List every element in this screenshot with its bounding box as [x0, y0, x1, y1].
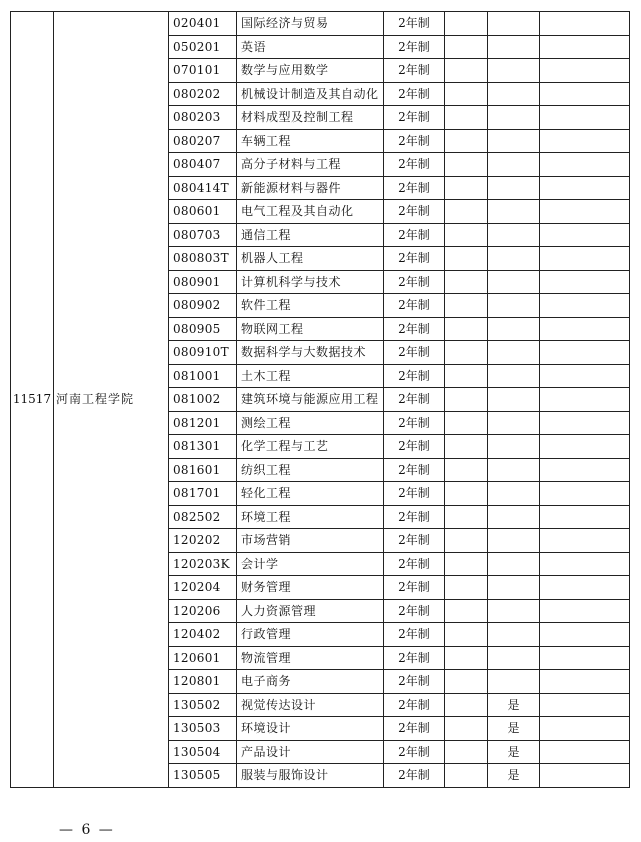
duration-cell: 2年制 — [384, 670, 445, 694]
flag-cell — [488, 341, 540, 365]
blank-cell — [445, 576, 488, 600]
major-code-cell: 081201 — [169, 411, 237, 435]
flag-cell — [488, 458, 540, 482]
duration-cell: 2年制 — [384, 200, 445, 224]
major-name-cell: 产品设计 — [237, 740, 384, 764]
major-code-cell: 120402 — [169, 623, 237, 647]
duration-cell: 2年制 — [384, 247, 445, 271]
duration-cell: 2年制 — [384, 12, 445, 36]
blank-cell — [540, 106, 630, 130]
blank-cell — [445, 294, 488, 318]
blank-cell — [445, 153, 488, 177]
flag-cell: 是 — [488, 740, 540, 764]
blank-cell — [540, 153, 630, 177]
blank-cell — [540, 693, 630, 717]
blank-cell — [540, 505, 630, 529]
duration-cell: 2年制 — [384, 35, 445, 59]
flag-cell — [488, 176, 540, 200]
flag-cell — [488, 82, 540, 106]
major-code-cell: 120203K — [169, 552, 237, 576]
duration-cell: 2年制 — [384, 129, 445, 153]
duration-cell: 2年制 — [384, 106, 445, 130]
major-code-cell: 080407 — [169, 153, 237, 177]
major-code-cell: 120202 — [169, 529, 237, 553]
blank-cell — [445, 599, 488, 623]
duration-cell: 2年制 — [384, 599, 445, 623]
major-code-cell: 080905 — [169, 317, 237, 341]
major-name-cell: 国际经济与贸易 — [237, 12, 384, 36]
major-name-cell: 环境工程 — [237, 505, 384, 529]
major-name-cell: 新能源材料与器件 — [237, 176, 384, 200]
major-code-cell: 080414T — [169, 176, 237, 200]
major-code-cell: 080902 — [169, 294, 237, 318]
flag-cell — [488, 411, 540, 435]
duration-cell: 2年制 — [384, 529, 445, 553]
flag-cell — [488, 12, 540, 36]
duration-cell: 2年制 — [384, 82, 445, 106]
flag-cell — [488, 35, 540, 59]
duration-cell: 2年制 — [384, 576, 445, 600]
blank-cell — [540, 247, 630, 271]
flag-cell — [488, 153, 540, 177]
major-name-cell: 计算机科学与技术 — [237, 270, 384, 294]
duration-cell: 2年制 — [384, 505, 445, 529]
blank-cell — [540, 764, 630, 788]
flag-cell — [488, 552, 540, 576]
major-code-cell: 081002 — [169, 388, 237, 412]
flag-cell — [488, 200, 540, 224]
major-name-cell: 机械设计制造及其自动化 — [237, 82, 384, 106]
blank-cell — [445, 623, 488, 647]
blank-cell — [445, 693, 488, 717]
flag-cell — [488, 129, 540, 153]
blank-cell — [445, 82, 488, 106]
blank-cell — [445, 646, 488, 670]
major-code-cell: 082502 — [169, 505, 237, 529]
major-code-cell: 081601 — [169, 458, 237, 482]
blank-cell — [540, 576, 630, 600]
flag-cell — [488, 623, 540, 647]
major-name-cell: 土木工程 — [237, 364, 384, 388]
blank-cell — [445, 717, 488, 741]
blank-cell — [540, 599, 630, 623]
major-name-cell: 高分子材料与工程 — [237, 153, 384, 177]
major-name-cell: 建筑环境与能源应用工程 — [237, 388, 384, 412]
blank-cell — [540, 482, 630, 506]
major-code-cell: 120204 — [169, 576, 237, 600]
flag-cell — [488, 388, 540, 412]
duration-cell: 2年制 — [384, 552, 445, 576]
major-code-cell: 080901 — [169, 270, 237, 294]
blank-cell — [445, 35, 488, 59]
major-code-cell: 081001 — [169, 364, 237, 388]
major-name-cell: 视觉传达设计 — [237, 693, 384, 717]
major-name-cell: 机器人工程 — [237, 247, 384, 271]
major-code-cell: 120801 — [169, 670, 237, 694]
flag-cell: 是 — [488, 764, 540, 788]
school-code-cell: 11517 — [11, 12, 54, 788]
flag-cell — [488, 505, 540, 529]
major-code-cell: 050201 — [169, 35, 237, 59]
duration-cell: 2年制 — [384, 341, 445, 365]
major-name-cell: 物联网工程 — [237, 317, 384, 341]
blank-cell — [540, 82, 630, 106]
blank-cell — [540, 458, 630, 482]
flag-cell — [488, 364, 540, 388]
blank-cell — [540, 552, 630, 576]
major-name-cell: 电气工程及其自动化 — [237, 200, 384, 224]
blank-cell — [445, 317, 488, 341]
blank-cell — [445, 247, 488, 271]
major-name-cell: 车辆工程 — [237, 129, 384, 153]
duration-cell: 2年制 — [384, 764, 445, 788]
major-name-cell: 人力资源管理 — [237, 599, 384, 623]
blank-cell — [540, 294, 630, 318]
blank-cell — [540, 364, 630, 388]
duration-cell: 2年制 — [384, 435, 445, 459]
blank-cell — [445, 388, 488, 412]
majors-table — [10, 11, 630, 788]
major-name-cell: 英语 — [237, 35, 384, 59]
duration-cell: 2年制 — [384, 411, 445, 435]
flag-cell: 是 — [488, 693, 540, 717]
duration-cell: 2年制 — [384, 270, 445, 294]
blank-cell — [540, 411, 630, 435]
duration-cell: 2年制 — [384, 294, 445, 318]
duration-cell: 2年制 — [384, 153, 445, 177]
major-code-cell: 020401 — [169, 12, 237, 36]
major-code-cell: 130503 — [169, 717, 237, 741]
flag-cell — [488, 106, 540, 130]
blank-cell — [540, 317, 630, 341]
flag-cell — [488, 317, 540, 341]
blank-cell — [540, 717, 630, 741]
major-code-cell: 080203 — [169, 106, 237, 130]
blank-cell — [540, 176, 630, 200]
major-code-cell: 130505 — [169, 764, 237, 788]
blank-cell — [445, 223, 488, 247]
duration-cell: 2年制 — [384, 223, 445, 247]
blank-cell — [445, 740, 488, 764]
flag-cell — [488, 59, 540, 83]
duration-cell: 2年制 — [384, 59, 445, 83]
blank-cell — [445, 505, 488, 529]
flag-cell — [488, 529, 540, 553]
flag-cell — [488, 576, 540, 600]
flag-cell — [488, 646, 540, 670]
page-number: — 6 — — [59, 822, 115, 838]
blank-cell — [445, 435, 488, 459]
major-name-cell: 材料成型及控制工程 — [237, 106, 384, 130]
major-code-cell: 130502 — [169, 693, 237, 717]
flag-cell — [488, 294, 540, 318]
major-name-cell: 市场营销 — [237, 529, 384, 553]
flag-cell — [488, 670, 540, 694]
major-name-cell: 测绘工程 — [237, 411, 384, 435]
major-name-cell: 纺织工程 — [237, 458, 384, 482]
blank-cell — [540, 623, 630, 647]
duration-cell: 2年制 — [384, 623, 445, 647]
duration-cell: 2年制 — [384, 646, 445, 670]
major-code-cell: 080803T — [169, 247, 237, 271]
duration-cell: 2年制 — [384, 176, 445, 200]
duration-cell: 2年制 — [384, 364, 445, 388]
duration-cell: 2年制 — [384, 317, 445, 341]
flag-cell — [488, 223, 540, 247]
major-code-cell: 120601 — [169, 646, 237, 670]
duration-cell: 2年制 — [384, 458, 445, 482]
blank-cell — [445, 458, 488, 482]
major-name-cell: 数学与应用数学 — [237, 59, 384, 83]
major-name-cell: 环境设计 — [237, 717, 384, 741]
majors-table-body — [11, 12, 630, 788]
blank-cell — [540, 388, 630, 412]
blank-cell — [540, 670, 630, 694]
major-name-cell: 物流管理 — [237, 646, 384, 670]
major-name-cell: 电子商务 — [237, 670, 384, 694]
flag-cell — [488, 270, 540, 294]
major-name-cell: 数据科学与大数据技术 — [237, 341, 384, 365]
duration-cell: 2年制 — [384, 693, 445, 717]
blank-cell — [540, 59, 630, 83]
major-name-cell: 服装与服饰设计 — [237, 764, 384, 788]
blank-cell — [445, 482, 488, 506]
major-name-cell: 化学工程与工艺 — [237, 435, 384, 459]
major-code-cell: 070101 — [169, 59, 237, 83]
blank-cell — [445, 106, 488, 130]
blank-cell — [445, 12, 488, 36]
blank-cell — [445, 552, 488, 576]
blank-cell — [445, 270, 488, 294]
blank-cell — [540, 223, 630, 247]
blank-cell — [445, 59, 488, 83]
blank-cell — [445, 129, 488, 153]
duration-cell: 2年制 — [384, 482, 445, 506]
major-code-cell: 080202 — [169, 82, 237, 106]
flag-cell — [488, 599, 540, 623]
major-name-cell: 轻化工程 — [237, 482, 384, 506]
blank-cell — [540, 129, 630, 153]
duration-cell: 2年制 — [384, 388, 445, 412]
school-name-cell: 河南工程学院 — [54, 12, 169, 788]
blank-cell — [445, 200, 488, 224]
blank-cell — [445, 529, 488, 553]
blank-cell — [540, 200, 630, 224]
blank-cell — [540, 341, 630, 365]
major-code-cell: 080601 — [169, 200, 237, 224]
blank-cell — [445, 341, 488, 365]
flag-cell — [488, 247, 540, 271]
flag-cell: 是 — [488, 717, 540, 741]
table-row — [11, 12, 630, 36]
major-code-cell: 081701 — [169, 482, 237, 506]
blank-cell — [540, 435, 630, 459]
blank-cell — [540, 646, 630, 670]
blank-cell — [445, 364, 488, 388]
blank-cell — [540, 12, 630, 36]
major-name-cell: 行政管理 — [237, 623, 384, 647]
major-code-cell: 080703 — [169, 223, 237, 247]
blank-cell — [445, 764, 488, 788]
blank-cell — [540, 740, 630, 764]
blank-cell — [445, 176, 488, 200]
major-name-cell: 财务管理 — [237, 576, 384, 600]
major-code-cell: 080910T — [169, 341, 237, 365]
blank-cell — [445, 670, 488, 694]
duration-cell: 2年制 — [384, 717, 445, 741]
blank-cell — [540, 529, 630, 553]
major-code-cell: 130504 — [169, 740, 237, 764]
flag-cell — [488, 435, 540, 459]
major-code-cell: 120206 — [169, 599, 237, 623]
major-name-cell: 软件工程 — [237, 294, 384, 318]
major-name-cell: 通信工程 — [237, 223, 384, 247]
major-name-cell: 会计学 — [237, 552, 384, 576]
flag-cell — [488, 482, 540, 506]
blank-cell — [540, 270, 630, 294]
duration-cell: 2年制 — [384, 740, 445, 764]
blank-cell — [540, 35, 630, 59]
major-code-cell: 080207 — [169, 129, 237, 153]
blank-cell — [445, 411, 488, 435]
major-code-cell: 081301 — [169, 435, 237, 459]
